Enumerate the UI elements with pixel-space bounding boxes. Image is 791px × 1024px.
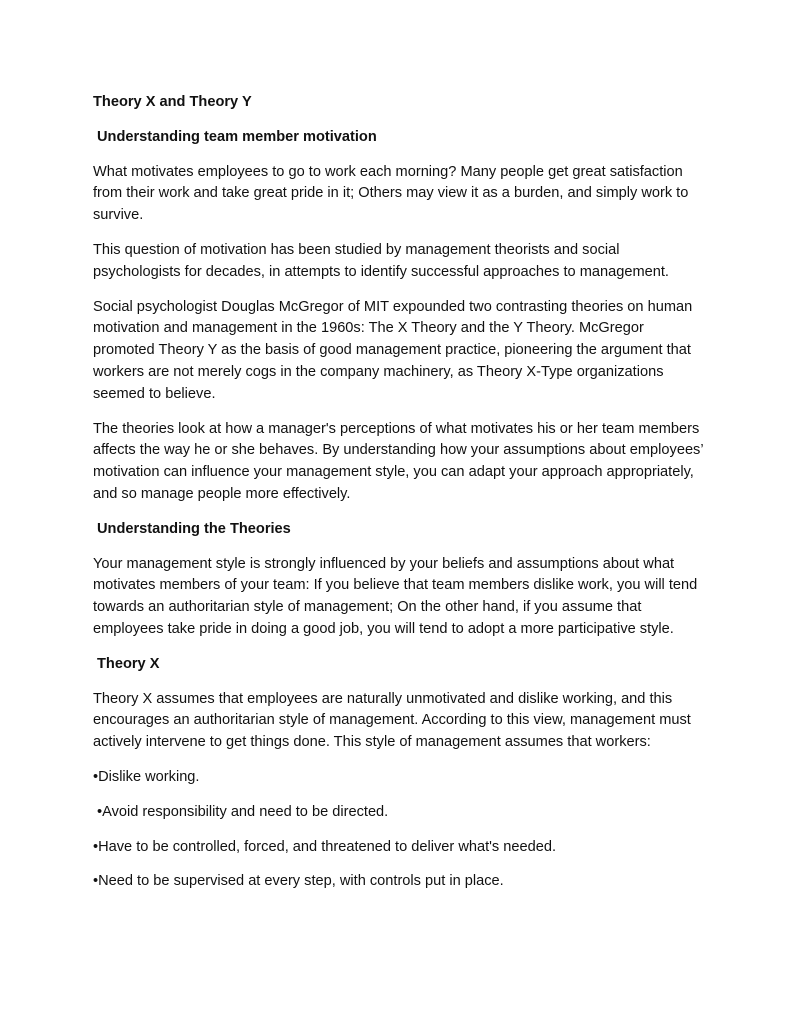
section-heading-motivation: Understanding team member motivation: [97, 128, 377, 145]
bullet-item: •Dislike working.: [93, 768, 200, 785]
bullet-item: •Have to be controlled, forced, and threatened to deliver what's needed.: [93, 838, 557, 855]
document-title: Theory X and Theory Y: [93, 94, 252, 110]
section-heading-theory-x: Theory X: [97, 655, 160, 672]
bullet-item: •Avoid responsibility and need to be directed.: [97, 803, 389, 820]
bullet-item: •Need to be supervised at every step, with controls put in place.: [93, 873, 504, 890]
paragraph-6: Theory X assumes that employees are naturally unmotivated and dislike working, and this encourages an authoritarian style of management. According to this view, management must actively intervene to get things done. This style of management assumes that workers:: [93, 690, 691, 751]
paragraph-4: The theories look at how a manager's perceptions of what motivates his or her team members affects the way he or she behaves. By understanding how your assumptions about employees’ motivation can influence your management style, you can adapt your approach appropriately, and so manage people more effectively.: [93, 420, 704, 502]
paragraph-5: Your management style is strongly influenced by your beliefs and assumptions about what motivates members of your team: If you believe that team members dislike work, you will tend towards an authoritarian style of management; On the other hand, if you assume that employees take pride in doing a good job, you will tend to adopt a more participative style.: [93, 555, 698, 637]
paragraph-1: What motivates employees to go to work each morning? Many people get great satisfaction from their work and take great pride in it; Others may view it as a burden, and simply work to survive.: [93, 163, 689, 224]
paragraph-3: Social psychologist Douglas McGregor of MIT expounded two contrasting theories on human motivation and management in the 1960s: The X Theory and the Y Theory. McGregor promoted Theory Y as the basis of good management practice, pioneering the argument that workers are not merely cogs in the company machinery, as Theory X-Type organizations seemed to believe.: [93, 298, 693, 402]
document-page: [93, 92, 705, 906]
section-heading-theories: Understanding the Theories: [97, 520, 291, 537]
paragraph-2: This question of motivation has been studied by management theorists and social psychologists for decades, in attempts to identify successful approaches to management.: [93, 241, 669, 280]
